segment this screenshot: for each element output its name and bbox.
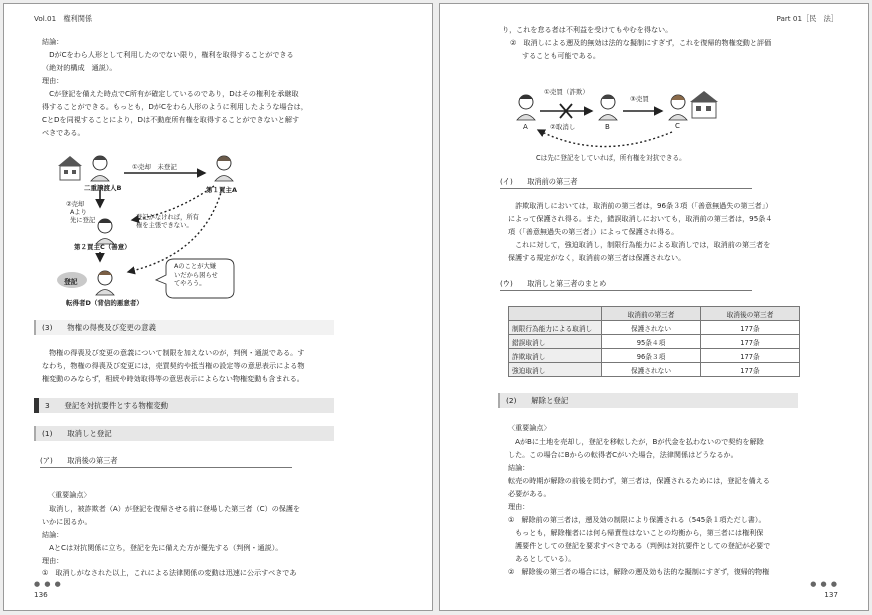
table-row: 強迫取消し 保護されない 177条 <box>509 363 800 377</box>
arrow2-label: ②取消し <box>550 123 576 131</box>
subheading-a: (ア) 取消後の第三者 <box>40 456 118 465</box>
paragraph-line: 項（「善意無過失の第三者」）によって保護され得る。 <box>508 227 679 236</box>
paragraph-line: 必要がある。 <box>508 489 551 498</box>
label-b: B <box>605 123 610 131</box>
subheading-underline <box>40 467 292 468</box>
paragraph-line: することも可能である。 <box>522 51 601 60</box>
running-header: Vol.01 権利関係 <box>34 14 93 23</box>
paragraph-line: 物権の得喪及び変更の意義について制限を加えないのが，判例・通説である。す <box>42 348 305 357</box>
bubble-text: Aのことが大嫌 いだから困らせ てやろう。 <box>174 263 218 287</box>
table-row: 詐欺取消し 96条３項 177条 <box>509 349 800 363</box>
paragraph-line: 取消し，被詐欺者（A）が登記を復帰させる前に登場した第三者（C）の保護を <box>42 504 301 513</box>
paragraph-line: 理由： <box>42 76 64 85</box>
double-transfer-diagram <box>4 144 433 314</box>
note-label: 登記がなければ，所有 権を主張できない。 <box>136 214 199 229</box>
paragraph-line: 保護する規定がなく，取消前の第三者は保護されない。 <box>508 253 686 262</box>
paragraph-line: り，これを怠る者は不利益を受けてもやむを得ない。 <box>502 25 673 34</box>
summary-table <box>508 306 800 377</box>
paragraph-line: Cが登記を備えた時点でC所有が確定しているのであり，Dはその権利を承継取 <box>42 89 299 98</box>
page-number: 137 <box>824 590 838 599</box>
label-a: A <box>523 123 528 131</box>
page-number: 136 <box>34 590 48 599</box>
chapter-heading-3: 3 登記を対抗要件とする物権変動 <box>34 398 334 413</box>
subheading-underline <box>500 290 752 291</box>
paragraph-line: 護要件としての登記を要求すべきである（判例は対抗要件としての登記が必要で <box>508 541 771 550</box>
paragraph-line: ① 解除前の第三者は，遡及効の制限により保護される（545条１項ただし書）。 <box>508 515 766 524</box>
person-c-icon <box>669 95 687 120</box>
table-row: 錯誤取消し 95条４項 177条 <box>509 335 800 349</box>
paragraph-line: あるとしている）。 <box>508 554 576 563</box>
section-heading-2: (2) 解除と登記 <box>498 393 798 408</box>
paragraph-line: 結論： <box>508 463 530 472</box>
paragraph-line: AがBに土地を売却し，登記を移転したが，Bが代金を払わないので契約を解除 <box>508 437 764 446</box>
section-heading-1: (1) 取消しと登記 <box>34 426 334 441</box>
label-b: 二重譲渡人B <box>84 184 122 192</box>
person-d-icon <box>96 271 114 295</box>
arrow3-label: ③売買 <box>630 95 649 103</box>
paragraph-line: によって保護され得る。また，錯誤取消しにおいても，取消前の第三者は，95条４ <box>508 214 773 223</box>
paragraph-line: した。この場合にBからの転得者Cがいた場合，法律関係はどうなるか。 <box>508 450 738 459</box>
paragraph-line: 結論： <box>42 37 64 46</box>
person-c-icon <box>96 219 114 244</box>
issue-title: 〈重要論点〉 <box>48 490 91 499</box>
paragraph-line: いかに図るか。 <box>42 517 92 526</box>
subheading-i: (イ) 取消前の第三者 <box>500 177 578 186</box>
table-header-row: 取消前の第三者 取消後の第三者 <box>509 307 800 321</box>
paragraph-line: 得することができる。もっとも，DがCをわら人形のように利用したような場合は， <box>42 102 308 111</box>
house-icon <box>58 156 82 180</box>
person-b-icon <box>599 95 617 120</box>
arrow1-label: ①売却 未登記 <box>132 163 177 171</box>
left-page <box>3 3 433 611</box>
paragraph-line: これに対して，強迫取消し，制限行為能力による取消しでは，取消前の第三者を <box>508 240 771 249</box>
person-a-icon <box>517 95 535 120</box>
paragraph-line: 権変動のみならず，相続や時効取得等の意思表示によらない物権変動も含まれる。 <box>42 374 304 383</box>
page-dots: ● ● ● <box>810 580 838 588</box>
paragraph-line: AとCは対抗関係に立ち，登記を先に備えた方が優先する（判例・通説）。 <box>42 543 283 552</box>
paragraph-line: ② 解除後の第三者の場合には，解除の遡及効も法的な擬制にすぎず，復帰的物権 <box>508 567 770 576</box>
page-dots: ● ● ● <box>34 580 62 588</box>
issue-title: 〈重要論点〉 <box>508 423 551 432</box>
paragraph-line: ② 取消しによる遡及的無効は法的な擬制にすぎず，これを復帰的物権変動と評価 <box>510 38 772 47</box>
label-c: 第２買主C（善意） <box>74 243 131 251</box>
registration-label: 登記 <box>64 278 78 286</box>
paragraph-line: もっとも，解除権者には何ら帰責性はないことの均衡から，第三者には権利保 <box>508 528 764 537</box>
label-d: 転得者D（背信的悪意者） <box>66 299 143 307</box>
paragraph-line: なわち，物権の得喪及び変更には，売買契約や抵当権の設定等の意思表示による物 <box>42 361 305 370</box>
subheading-underline <box>500 188 752 189</box>
paragraph-line: 結論： <box>42 530 64 539</box>
paragraph-line: 理由： <box>42 556 64 565</box>
diagram-caption: Cは先に登記をしていれば，所有権を対抗できる。 <box>536 154 686 162</box>
paragraph-line: CとDを同視することにより，Dは不動産所有権を取得することができないと解す <box>42 115 300 124</box>
paragraph-line: 転売の時期が解除の前後を問わず，第三者は，保護されるためには，登記を備える <box>508 476 770 485</box>
table-row: 制限行為能力による取消し 保護されない 177条 <box>509 321 800 335</box>
paragraph-line: 詐欺取消しにおいては，取消前の第三者は，96条３項（「善意無過失の第三者」） <box>508 201 773 210</box>
paragraph-line: DがCをわら人形として利用したのでない限り，権利を取得することができる <box>42 50 294 59</box>
person-b-icon <box>91 156 109 181</box>
house-icon <box>690 91 718 118</box>
paragraph-line: ① 取消しがなされた以上，これによる法律関係の変動は迅速に公示すべきであ <box>42 568 297 577</box>
paragraph-line: 理由： <box>508 502 530 511</box>
label-c: C <box>675 122 680 130</box>
paragraph-line: （絶対的構成 通説）。 <box>42 63 117 72</box>
arrow2-label: ②売却 Aより 先に登記 <box>66 201 96 224</box>
section-heading-3: (3) 物権の得喪及び変更の意義 <box>34 320 334 335</box>
person-a-icon <box>215 156 233 181</box>
right-page <box>439 3 869 611</box>
arrow1-label: ①売買（詐欺） <box>544 88 589 96</box>
running-header: Part 01［民 法］ <box>776 14 838 23</box>
subheading-u: (ウ) 取消しと第三者のまとめ <box>500 279 607 288</box>
paragraph-line: べきである。 <box>42 128 85 137</box>
label-a: 第１買主A <box>206 186 238 194</box>
